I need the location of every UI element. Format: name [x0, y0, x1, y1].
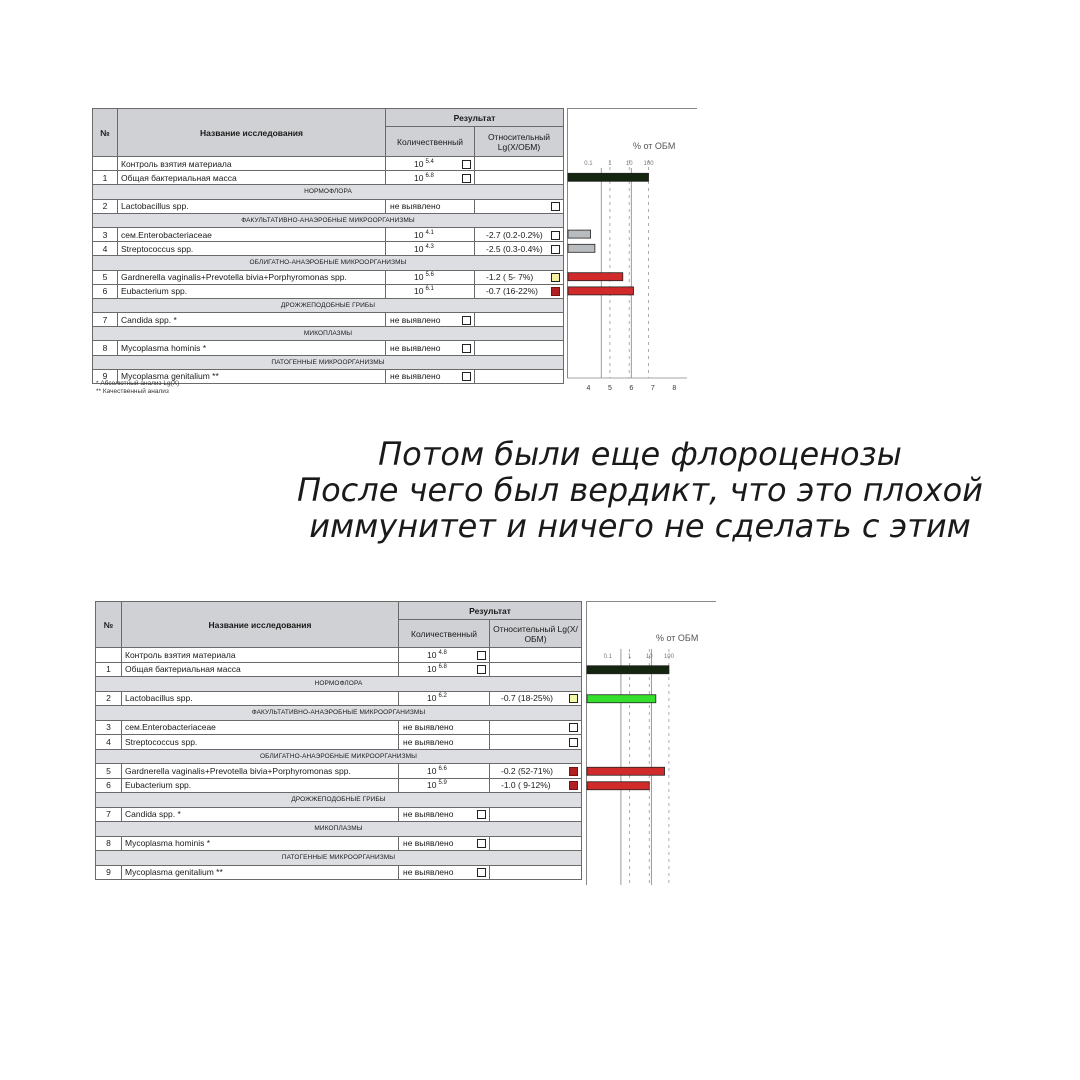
header-number: №	[93, 109, 118, 157]
caption-line-3: иммунитет и ничего не сделать с этим	[309, 507, 971, 545]
quantitative-exponent: 5.6	[425, 272, 434, 279]
footnote-line: * Абсолютный анализ Lg(X)	[96, 380, 180, 387]
header-result: Результат	[386, 109, 564, 127]
table-row	[96, 865, 582, 880]
relative-cell	[475, 284, 564, 298]
test-name: Контроль взятия материала	[122, 648, 399, 663]
quantitative-value: 10	[414, 229, 424, 240]
quantitative-exponent: 6.2	[438, 693, 447, 700]
row-number: 3	[93, 227, 118, 241]
chart-svg	[586, 601, 716, 885]
quantitative-cell	[386, 242, 475, 256]
quantitative-value: не выявлено	[403, 867, 454, 878]
row-number: 6	[93, 284, 118, 298]
quantitative-cell	[399, 764, 490, 779]
quantitative-value: не выявлено	[403, 809, 454, 820]
bar-grey	[568, 230, 591, 238]
table-row	[93, 313, 564, 327]
quantitative-checkbox	[477, 651, 486, 660]
footnotes	[96, 380, 179, 396]
relative-indicator	[569, 694, 578, 703]
chart-title: % от ОБМ	[633, 141, 676, 151]
test-name: Mycoplasma hominis *	[122, 836, 399, 851]
bar-red	[568, 287, 634, 295]
lab-report-1	[92, 108, 700, 408]
results-table	[95, 601, 582, 880]
chart-title: % от ОБМ	[656, 633, 699, 643]
x-tick-label: 5	[607, 385, 612, 392]
row-number: 7	[93, 313, 118, 327]
quantitative-cell	[386, 270, 475, 284]
quantitative-value: не выявлено	[390, 201, 441, 212]
bar-dark	[587, 666, 669, 674]
test-name: Candida spp. *	[118, 313, 386, 327]
header-quantitative: Количественный	[399, 620, 490, 648]
row-number: 8	[93, 341, 118, 355]
section-row	[96, 822, 582, 837]
x-tick-label: 4	[586, 385, 591, 392]
relative-value: -1.2 ( 5- 7%)	[486, 272, 534, 283]
quantitative-cell	[386, 171, 475, 185]
percent-tick-label: 0.1	[584, 161, 593, 167]
quantitative-checkbox	[462, 344, 471, 353]
relative-cell	[475, 199, 564, 213]
section-title: ДРОЖЖЕПОДОБНЫЕ ГРИБЫ	[93, 298, 564, 312]
relative-cell	[475, 157, 564, 171]
section-row	[96, 706, 582, 721]
section-row	[96, 851, 582, 866]
relative-indicator	[551, 273, 560, 282]
quantitative-cell	[399, 662, 490, 677]
table-row	[93, 270, 564, 284]
relative-indicator	[551, 202, 560, 211]
section-title: ФАКУЛЬТАТИВНО-АНАЭРОБНЫЕ МИКРООРГАНИЗМЫ	[96, 706, 582, 721]
section-title: МИКОПЛАЗМЫ	[93, 327, 564, 341]
section-title: МИКОПЛАЗМЫ	[96, 822, 582, 837]
quantitative-cell	[399, 691, 490, 706]
table-row	[96, 764, 582, 779]
quantitative-cell	[399, 720, 490, 735]
test-name: Mycoplasma hominis *	[118, 341, 386, 355]
test-name: Streptococcus spp.	[118, 242, 386, 256]
quantitative-checkbox	[462, 316, 471, 325]
bar-green	[587, 695, 656, 703]
quantitative-exponent: 5.4	[425, 158, 434, 165]
section-row	[93, 213, 564, 227]
row-number: 5	[96, 764, 122, 779]
row-number: 6	[96, 778, 122, 793]
relative-indicator	[569, 723, 578, 732]
test-name: Mycoplasma genitalium **	[122, 865, 399, 880]
caption-line-2: После чего был вердикт, что это плохой	[297, 471, 983, 509]
relative-indicator	[569, 738, 578, 747]
section-title: ДРОЖЖЕПОДОБНЫЕ ГРИБЫ	[96, 793, 582, 808]
section-row	[93, 256, 564, 270]
quantitative-checkbox	[477, 665, 486, 674]
relative-cell	[475, 227, 564, 241]
quantitative-value: 10	[427, 780, 437, 791]
quantitative-value: не выявлено	[390, 343, 441, 354]
quantitative-checkbox	[462, 174, 471, 183]
table-row	[93, 171, 564, 185]
section-title: ОБЛИГАТНО-АНАЭРОБНЫЕ МИКРООРГАНИЗМЫ	[96, 749, 582, 764]
row-number: 1	[93, 171, 118, 185]
quantitative-cell	[386, 157, 475, 171]
quantitative-value: 10	[427, 649, 437, 660]
quantitative-cell	[386, 284, 475, 298]
quantitative-cell	[386, 227, 475, 241]
chart-svg	[567, 108, 697, 408]
bar-red	[587, 767, 665, 775]
section-row	[93, 355, 564, 369]
test-name: сем.Enterobacteriaceae	[118, 227, 386, 241]
quantitative-cell	[399, 778, 490, 793]
relative-cell	[490, 764, 582, 779]
test-name: Mycoplasma genitalium **	[118, 369, 386, 383]
section-row	[96, 677, 582, 692]
row-number: 9	[96, 865, 122, 880]
quantitative-checkbox	[462, 160, 471, 169]
quantitative-exponent: 6.8	[438, 664, 447, 671]
relative-value: -2.5 (0.3-0.4%)	[486, 243, 543, 254]
bar-red	[568, 273, 623, 281]
header-relative: Относительный Lg(X/ОБМ)	[490, 620, 582, 648]
relative-value: -0.7 (18-25%)	[501, 693, 553, 704]
bar-dark	[568, 173, 649, 181]
relative-value: -1.0 ( 9-12%)	[501, 780, 551, 791]
quantitative-checkbox	[462, 372, 471, 381]
relative-cell	[475, 369, 564, 383]
relative-cell	[490, 836, 582, 851]
row-number	[93, 157, 118, 171]
relative-indicator	[551, 287, 560, 296]
header-number: №	[96, 602, 122, 648]
bar-red	[587, 782, 649, 790]
quantitative-value: не выявлено	[390, 371, 441, 382]
section-title: ФАКУЛЬТАТИВНО-АНАЭРОБНЫЕ МИКРООРГАНИЗМЫ	[93, 213, 564, 227]
quantitative-value: 10	[427, 664, 437, 675]
quantitative-checkbox	[477, 868, 486, 877]
relative-cell	[490, 648, 582, 663]
row-number: 1	[96, 662, 122, 677]
quantitative-exponent: 6.8	[425, 172, 434, 179]
quantitative-exponent: 4.3	[425, 243, 434, 250]
table-row	[96, 662, 582, 677]
row-number: 5	[93, 270, 118, 284]
quantitative-cell	[399, 807, 490, 822]
relative-cell	[490, 807, 582, 822]
test-name: Общая бактериальная масса	[122, 662, 399, 677]
test-name: Gardnerella vaginalis+Prevotella bivia+Porphyromonas spp.	[118, 270, 386, 284]
percentage-chart	[586, 601, 716, 885]
test-name: Candida spp. *	[122, 807, 399, 822]
bar-grey	[568, 244, 595, 252]
table-row	[93, 341, 564, 355]
percent-tick-label: 100	[643, 161, 654, 167]
test-name: Gardnerella vaginalis+Prevotella bivia+Porphyromonas spp.	[122, 764, 399, 779]
x-tick-label: 8	[672, 385, 677, 392]
test-name: Контроль взятия материала	[118, 157, 386, 171]
relative-value: -0.2 (52-71%)	[501, 765, 553, 776]
quantitative-value: 10	[414, 272, 424, 283]
table-row	[96, 648, 582, 663]
quantitative-cell	[399, 836, 490, 851]
test-name: Eubacterium spp.	[118, 284, 386, 298]
percent-tick-label: 0.1	[603, 654, 612, 660]
quantitative-cell	[386, 199, 475, 213]
quantitative-cell	[399, 648, 490, 663]
test-name: Streptococcus spp.	[122, 735, 399, 750]
relative-value: -0.7 (16-22%)	[486, 286, 538, 297]
row-number: 7	[96, 807, 122, 822]
section-row	[93, 298, 564, 312]
relative-value: -2.7 (0.2-0.2%)	[486, 229, 543, 240]
row-number: 9	[93, 369, 118, 383]
quantitative-value: не выявлено	[403, 838, 454, 849]
quantitative-cell	[386, 313, 475, 327]
relative-indicator	[551, 231, 560, 240]
percent-tick-label: 100	[663, 654, 674, 660]
footnote-line: ** Качественный анализ	[96, 388, 169, 395]
header-relative: Относительный Lg(X/ОБМ)	[475, 127, 564, 157]
section-title: ОБЛИГАТНО-АНАЭРОБНЫЕ МИКРООРГАНИЗМЫ	[93, 256, 564, 270]
quantitative-cell	[386, 341, 475, 355]
table-row	[93, 284, 564, 298]
header-test-name: Название исследования	[118, 109, 386, 157]
table-row	[96, 836, 582, 851]
quantitative-value: 10	[414, 243, 424, 254]
relative-indicator	[569, 781, 578, 790]
row-number: 4	[93, 242, 118, 256]
percent-tick-label: 1	[627, 654, 632, 660]
quantitative-cell	[386, 369, 475, 383]
quantitative-checkbox	[477, 839, 486, 848]
section-row	[93, 185, 564, 199]
quantitative-exponent: 6.6	[438, 765, 447, 772]
quantitative-value: не выявлено	[390, 314, 441, 325]
section-title: ПАТОГЕННЫЕ МИКРООРГАНИЗМЫ	[96, 851, 582, 866]
relative-cell	[475, 270, 564, 284]
relative-cell	[475, 171, 564, 185]
quantitative-value: 10	[414, 172, 424, 183]
table-row	[96, 807, 582, 822]
row-number: 3	[96, 720, 122, 735]
table-row	[96, 691, 582, 706]
x-tick-label: 7	[650, 385, 655, 392]
row-number: 2	[93, 199, 118, 213]
row-number	[96, 648, 122, 663]
section-title: НОРМОФЛОРА	[96, 677, 582, 692]
table-row	[93, 199, 564, 213]
table-row	[93, 227, 564, 241]
quantitative-exponent: 4.1	[425, 229, 434, 236]
header-test-name: Название исследования	[122, 602, 399, 648]
relative-cell	[475, 242, 564, 256]
section-row	[96, 749, 582, 764]
row-number: 2	[96, 691, 122, 706]
relative-indicator	[551, 245, 560, 254]
quantitative-checkbox	[477, 810, 486, 819]
quantitative-cell	[399, 865, 490, 880]
section-row	[96, 793, 582, 808]
percent-tick-label: 1	[608, 161, 612, 167]
quantitative-cell	[399, 735, 490, 750]
table-row	[96, 735, 582, 750]
table-row	[93, 157, 564, 171]
table-row	[93, 242, 564, 256]
section-title: НОРМОФЛОРА	[93, 185, 564, 199]
test-name: Lactobacillus spp.	[122, 691, 399, 706]
quantitative-value: 10	[427, 693, 437, 704]
lab-report-2	[95, 601, 720, 891]
relative-cell	[490, 735, 582, 750]
percent-tick-label: 10	[625, 161, 633, 167]
relative-cell	[490, 720, 582, 735]
quantitative-value: 10	[427, 765, 437, 776]
table-row	[96, 778, 582, 793]
header-result: Результат	[399, 602, 582, 620]
relative-cell	[475, 313, 564, 327]
relative-cell	[475, 341, 564, 355]
relative-cell	[490, 865, 582, 880]
test-name: Eubacterium spp.	[122, 778, 399, 793]
relative-indicator	[569, 767, 578, 776]
section-title: ПАТОГЕННЫЕ МИКРООРГАНИЗМЫ	[93, 355, 564, 369]
table-row	[96, 720, 582, 735]
row-number: 4	[96, 735, 122, 750]
test-name: Lactobacillus spp.	[118, 199, 386, 213]
header-quantitative: Количественный	[386, 127, 475, 157]
section-row	[93, 327, 564, 341]
row-number: 8	[96, 836, 122, 851]
caption	[200, 436, 1080, 544]
relative-cell	[490, 662, 582, 677]
x-tick-label: 6	[629, 385, 634, 392]
percentage-chart	[567, 108, 697, 408]
quantitative-exponent: 5.9	[438, 780, 447, 787]
percent-tick-label: 10	[645, 654, 653, 660]
quantitative-value: не выявлено	[403, 722, 454, 733]
test-name: Общая бактериальная масса	[118, 171, 386, 185]
quantitative-value: не выявлено	[403, 736, 454, 747]
relative-cell	[490, 691, 582, 706]
test-name: сем.Enterobacteriaceae	[122, 720, 399, 735]
caption-line-1: Потом были еще флороценозы	[378, 435, 902, 473]
quantitative-value: 10	[414, 286, 424, 297]
quantitative-value: 10	[414, 158, 424, 169]
quantitative-exponent: 4.8	[438, 649, 447, 656]
relative-cell	[490, 778, 582, 793]
quantitative-exponent: 6.1	[425, 286, 434, 293]
results-table	[92, 108, 564, 384]
